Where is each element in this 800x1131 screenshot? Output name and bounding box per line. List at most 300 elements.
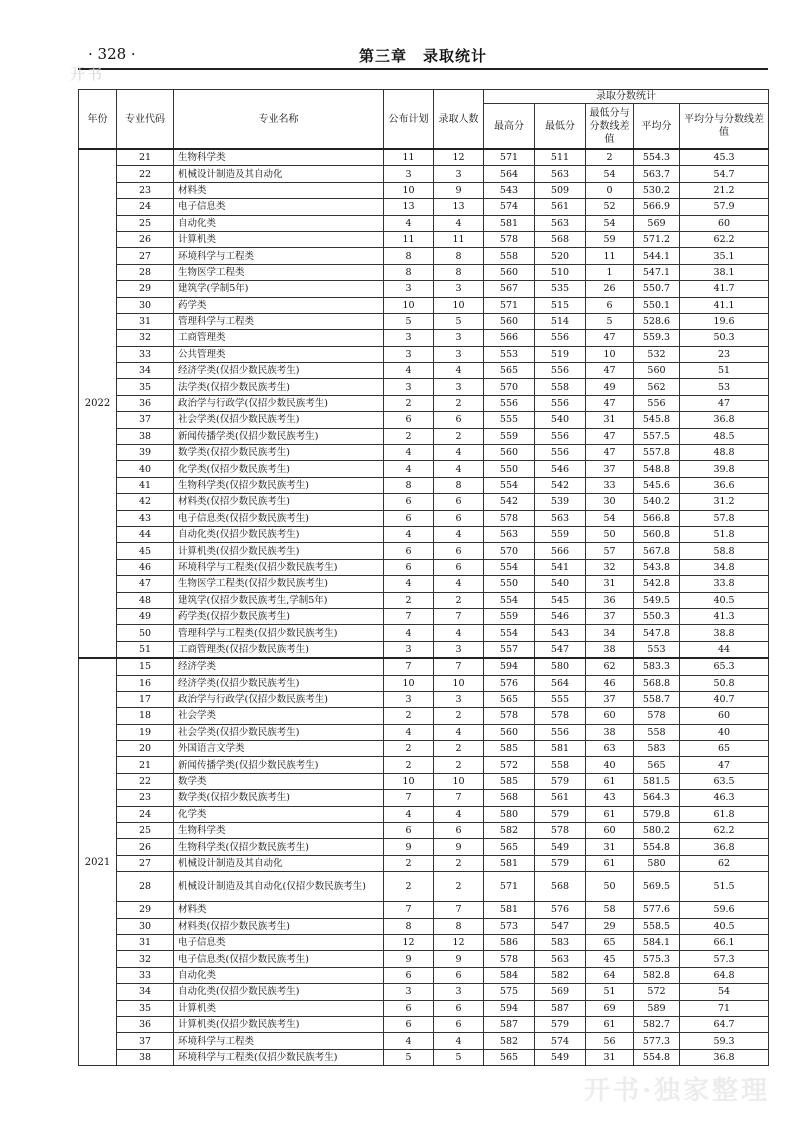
admitted-cell: 6 [434, 510, 484, 526]
major-cell: 公共管理类 [174, 346, 384, 362]
avg-score-cell: 579.8 [634, 806, 680, 822]
avg-score-cell: 549.5 [634, 592, 680, 608]
header-avg-diff: 平均分与分数线差值 [680, 104, 769, 150]
min-score-cell: 568 [535, 872, 586, 902]
avg-score-cell: 566.9 [634, 199, 680, 215]
avg-diff-cell: 36.8 [680, 1049, 769, 1065]
avg-score-cell: 558.5 [634, 918, 680, 934]
code-cell: 17 [117, 691, 174, 707]
header-avg: 平均分 [634, 104, 680, 150]
min-score-cell: 579 [535, 806, 586, 822]
max-score-cell: 560 [484, 264, 535, 280]
min-diff-cell: 38 [586, 724, 634, 740]
table-row [79, 918, 769, 934]
page-number: · 328 · [88, 45, 136, 63]
plan-cell: 4 [384, 724, 434, 740]
major-cell: 环境科学与工程类(仅招少数民族考生) [174, 1049, 384, 1065]
avg-diff-cell: 21.2 [680, 182, 769, 198]
code-cell: 21 [117, 149, 174, 166]
avg-diff-cell: 59.6 [680, 902, 769, 918]
code-cell: 33 [117, 967, 174, 983]
max-score-cell: 557 [484, 641, 535, 658]
max-score-cell: 554 [484, 559, 535, 575]
max-score-cell: 565 [484, 363, 535, 379]
min-diff-cell: 47 [586, 395, 634, 411]
max-score-cell: 578 [484, 231, 535, 247]
min-score-cell: 547 [535, 918, 586, 934]
plan-cell: 4 [384, 461, 434, 477]
max-score-cell: 560 [484, 724, 535, 740]
table-row [79, 494, 769, 510]
table-row [79, 773, 769, 789]
table-row [79, 691, 769, 707]
header-min-diff: 最低分与分数线差值 [586, 104, 634, 150]
major-cell: 计算机类(仅招少数民族考生) [174, 543, 384, 559]
admitted-cell: 13 [434, 199, 484, 215]
min-score-cell: 559 [535, 526, 586, 542]
major-cell: 自动化类 [174, 215, 384, 231]
avg-score-cell: 557.5 [634, 428, 680, 444]
major-cell: 环境科学与工程类(仅招少数民族考生) [174, 559, 384, 575]
avg-score-cell: 545.6 [634, 477, 680, 493]
code-cell: 25 [117, 823, 174, 839]
major-cell: 经济学类(仅招少数民族考生) [174, 675, 384, 691]
min-diff-cell: 52 [586, 199, 634, 215]
avg-diff-cell: 51.5 [680, 872, 769, 902]
min-score-cell: 582 [535, 967, 586, 983]
major-cell: 计算机类 [174, 1000, 384, 1016]
max-score-cell: 556 [484, 395, 535, 411]
major-cell: 计算机类(仅招少数民族考生) [174, 1016, 384, 1032]
table-row [79, 182, 769, 198]
admitted-cell: 6 [434, 967, 484, 983]
avg-score-cell: 550.1 [634, 297, 680, 313]
table-row [79, 395, 769, 411]
code-cell: 18 [117, 708, 174, 724]
code-cell: 42 [117, 494, 174, 510]
major-cell: 政治学与行政学(仅招少数民族考生) [174, 395, 384, 411]
footer-watermark: 开书·独家整理 [583, 1076, 770, 1106]
plan-cell: 2 [384, 757, 434, 773]
avg-diff-cell: 46.3 [680, 790, 769, 806]
table-row [79, 608, 769, 624]
max-score-cell: 585 [484, 741, 535, 757]
min-score-cell: 547 [535, 641, 586, 658]
header-rule [78, 68, 768, 70]
plan-cell: 8 [384, 248, 434, 264]
avg-score-cell: 540.2 [634, 494, 680, 510]
max-score-cell: 553 [484, 346, 535, 362]
admitted-cell: 6 [434, 559, 484, 575]
admitted-cell: 3 [434, 166, 484, 182]
major-cell: 数学类 [174, 773, 384, 789]
admitted-cell: 7 [434, 608, 484, 624]
min-score-cell: 535 [535, 281, 586, 297]
plan-cell: 8 [384, 477, 434, 493]
plan-cell: 6 [384, 1000, 434, 1016]
plan-cell: 12 [384, 934, 434, 950]
max-score-cell: 587 [484, 1016, 535, 1032]
major-cell: 生物医学工程类 [174, 264, 384, 280]
header-year: 年份 [79, 90, 117, 150]
min-diff-cell: 54 [586, 166, 634, 182]
min-diff-cell: 49 [586, 379, 634, 395]
min-diff-cell: 65 [586, 934, 634, 950]
admitted-cell: 4 [434, 576, 484, 592]
avg-diff-cell: 34.8 [680, 559, 769, 575]
major-cell: 管理科学与工程类 [174, 313, 384, 329]
code-cell: 29 [117, 902, 174, 918]
major-cell: 数学类(仅招少数民族考生) [174, 790, 384, 806]
max-score-cell: 578 [484, 708, 535, 724]
code-cell: 46 [117, 559, 174, 575]
major-cell: 材料类(仅招少数民族考生) [174, 918, 384, 934]
major-cell: 建筑学(学制5年) [174, 281, 384, 297]
max-score-cell: 560 [484, 313, 535, 329]
max-score-cell: 564 [484, 166, 535, 182]
min-score-cell: 566 [535, 543, 586, 559]
admitted-cell: 11 [434, 231, 484, 247]
admitted-cell: 3 [434, 346, 484, 362]
avg-diff-cell: 36.6 [680, 477, 769, 493]
max-score-cell: 563 [484, 526, 535, 542]
header-min: 最低分 [535, 104, 586, 150]
min-diff-cell: 60 [586, 708, 634, 724]
avg-score-cell: 584.1 [634, 934, 680, 950]
avg-diff-cell: 38.1 [680, 264, 769, 280]
code-cell: 47 [117, 576, 174, 592]
min-diff-cell: 58 [586, 902, 634, 918]
max-score-cell: 582 [484, 823, 535, 839]
plan-cell: 4 [384, 215, 434, 231]
plan-cell: 10 [384, 675, 434, 691]
min-score-cell: 581 [535, 741, 586, 757]
table-row [79, 445, 769, 461]
min-diff-cell: 31 [586, 576, 634, 592]
min-diff-cell: 63 [586, 741, 634, 757]
min-diff-cell: 36 [586, 592, 634, 608]
code-cell: 30 [117, 918, 174, 934]
avg-diff-cell: 60 [680, 215, 769, 231]
plan-cell: 6 [384, 559, 434, 575]
avg-score-cell: 557.8 [634, 445, 680, 461]
min-score-cell: 578 [535, 823, 586, 839]
min-score-cell: 569 [535, 984, 586, 1000]
plan-cell: 4 [384, 445, 434, 461]
max-score-cell: 570 [484, 379, 535, 395]
admitted-cell: 10 [434, 675, 484, 691]
admitted-cell: 5 [434, 313, 484, 329]
avg-score-cell: 543.8 [634, 559, 680, 575]
code-cell: 32 [117, 951, 174, 967]
avg-diff-cell: 50.8 [680, 675, 769, 691]
admitted-cell: 8 [434, 477, 484, 493]
admitted-cell: 2 [434, 708, 484, 724]
max-score-cell: 565 [484, 691, 535, 707]
avg-score-cell: 564.3 [634, 790, 680, 806]
min-score-cell: 545 [535, 592, 586, 608]
admitted-cell: 2 [434, 395, 484, 411]
min-diff-cell: 26 [586, 281, 634, 297]
major-cell: 自动化类 [174, 967, 384, 983]
avg-diff-cell: 58.8 [680, 543, 769, 559]
avg-diff-cell: 44 [680, 641, 769, 658]
major-cell: 药学类(仅招少数民族考生) [174, 608, 384, 624]
table-row [79, 592, 769, 608]
max-score-cell: 582 [484, 1033, 535, 1049]
major-cell: 社会学类 [174, 708, 384, 724]
year-cell: 2021 [79, 658, 117, 1065]
plan-cell: 3 [384, 281, 434, 297]
plan-cell: 6 [384, 412, 434, 428]
table-row [79, 658, 769, 675]
major-cell: 生物科学类 [174, 149, 384, 166]
plan-cell: 4 [384, 576, 434, 592]
max-score-cell: 571 [484, 872, 535, 902]
admitted-cell: 3 [434, 691, 484, 707]
admitted-cell: 4 [434, 724, 484, 740]
min-score-cell: 549 [535, 839, 586, 855]
max-score-cell: 565 [484, 839, 535, 855]
major-cell: 法学类(仅招少数民族考生) [174, 379, 384, 395]
avg-diff-cell: 41.3 [680, 608, 769, 624]
plan-cell: 3 [384, 166, 434, 182]
min-score-cell: 540 [535, 576, 586, 592]
min-diff-cell: 10 [586, 346, 634, 362]
max-score-cell: 565 [484, 1049, 535, 1065]
code-cell: 49 [117, 608, 174, 624]
code-cell: 45 [117, 543, 174, 559]
min-diff-cell: 37 [586, 461, 634, 477]
avg-score-cell: 569 [634, 215, 680, 231]
chapter-title: 第三章 录取统计 [358, 47, 487, 65]
min-score-cell: 576 [535, 902, 586, 918]
avg-score-cell: 577.3 [634, 1033, 680, 1049]
plan-cell: 4 [384, 1033, 434, 1049]
max-score-cell: 572 [484, 757, 535, 773]
min-diff-cell: 29 [586, 918, 634, 934]
major-cell: 化学类 [174, 806, 384, 822]
avg-diff-cell: 51.8 [680, 526, 769, 542]
code-cell: 22 [117, 166, 174, 182]
code-cell: 29 [117, 281, 174, 297]
avg-score-cell: 558.7 [634, 691, 680, 707]
min-diff-cell: 47 [586, 330, 634, 346]
table-row [79, 675, 769, 691]
plan-cell: 11 [384, 149, 434, 166]
admitted-cell: 6 [434, 1000, 484, 1016]
header-admitted: 录取人数 [434, 90, 484, 150]
avg-diff-cell: 40.5 [680, 918, 769, 934]
avg-diff-cell: 57.8 [680, 510, 769, 526]
avg-diff-cell: 31.2 [680, 494, 769, 510]
admitted-cell: 3 [434, 641, 484, 658]
min-score-cell: 555 [535, 691, 586, 707]
plan-cell: 5 [384, 1049, 434, 1065]
header-code: 专业代码 [117, 90, 174, 150]
min-diff-cell: 61 [586, 773, 634, 789]
plan-cell: 6 [384, 494, 434, 510]
min-diff-cell: 30 [586, 494, 634, 510]
admitted-cell: 7 [434, 658, 484, 675]
min-score-cell: 556 [535, 445, 586, 461]
min-score-cell: 574 [535, 1033, 586, 1049]
code-cell: 16 [117, 675, 174, 691]
code-cell: 41 [117, 477, 174, 493]
avg-score-cell: 578 [634, 708, 680, 724]
max-score-cell: 554 [484, 625, 535, 641]
table-row [79, 1049, 769, 1065]
max-score-cell: 580 [484, 806, 535, 822]
avg-score-cell: 580.2 [634, 823, 680, 839]
table-row [79, 855, 769, 871]
admitted-cell: 6 [434, 823, 484, 839]
admitted-cell: 6 [434, 543, 484, 559]
code-cell: 24 [117, 199, 174, 215]
max-score-cell: 576 [484, 675, 535, 691]
max-score-cell: 574 [484, 199, 535, 215]
plan-cell: 2 [384, 708, 434, 724]
plan-cell: 3 [384, 641, 434, 658]
avg-score-cell: 556 [634, 395, 680, 411]
max-score-cell: 554 [484, 477, 535, 493]
max-score-cell: 550 [484, 576, 535, 592]
header-max: 最高分 [484, 104, 535, 150]
major-cell: 工商管理类(仅招少数民族考生) [174, 641, 384, 658]
avg-diff-cell: 63.5 [680, 773, 769, 789]
admitted-cell: 8 [434, 918, 484, 934]
major-cell: 数学类(仅招少数民族考生) [174, 445, 384, 461]
avg-diff-cell: 65.3 [680, 658, 769, 675]
major-cell: 社会学类(仅招少数民族考生) [174, 412, 384, 428]
code-cell: 36 [117, 395, 174, 411]
min-score-cell: 519 [535, 346, 586, 362]
admitted-cell: 6 [434, 1016, 484, 1032]
plan-cell: 13 [384, 199, 434, 215]
avg-diff-cell: 38.8 [680, 625, 769, 641]
page-header [78, 42, 768, 68]
avg-diff-cell: 48.8 [680, 445, 769, 461]
avg-score-cell: 571.2 [634, 231, 680, 247]
avg-diff-cell: 50.3 [680, 330, 769, 346]
min-diff-cell: 0 [586, 182, 634, 198]
avg-diff-cell: 62.2 [680, 231, 769, 247]
plan-cell: 7 [384, 608, 434, 624]
admitted-cell: 2 [434, 741, 484, 757]
code-cell: 31 [117, 934, 174, 950]
plan-cell: 6 [384, 823, 434, 839]
max-score-cell: 575 [484, 984, 535, 1000]
major-cell: 电子信息类 [174, 934, 384, 950]
min-diff-cell: 40 [586, 757, 634, 773]
max-score-cell: 554 [484, 592, 535, 608]
table-row [79, 559, 769, 575]
plan-cell: 6 [384, 967, 434, 983]
avg-score-cell: 560.8 [634, 526, 680, 542]
header-plan: 公布计划 [384, 90, 434, 150]
plan-cell: 3 [384, 379, 434, 395]
table-row [79, 166, 769, 182]
avg-score-cell: 566.8 [634, 510, 680, 526]
major-cell: 建筑学(仅招少数民族考生,学制5年) [174, 592, 384, 608]
max-score-cell: 578 [484, 951, 535, 967]
plan-cell: 2 [384, 592, 434, 608]
avg-score-cell: 554.8 [634, 839, 680, 855]
admitted-cell: 12 [434, 934, 484, 950]
avg-score-cell: 544.1 [634, 248, 680, 264]
table-row [79, 543, 769, 559]
avg-score-cell: 559.3 [634, 330, 680, 346]
max-score-cell: 586 [484, 934, 535, 950]
admission-table-wrapper [78, 89, 768, 1066]
min-diff-cell: 59 [586, 231, 634, 247]
avg-diff-cell: 60 [680, 708, 769, 724]
admitted-cell: 8 [434, 248, 484, 264]
plan-cell: 3 [384, 691, 434, 707]
year-cell: 2022 [79, 149, 117, 658]
min-diff-cell: 64 [586, 967, 634, 983]
major-cell: 机械设计制造及其自动化 [174, 855, 384, 871]
table-header [79, 90, 769, 150]
min-diff-cell: 61 [586, 855, 634, 871]
max-score-cell: 570 [484, 543, 535, 559]
min-diff-cell: 31 [586, 412, 634, 428]
table-row [79, 806, 769, 822]
plan-cell: 6 [384, 1016, 434, 1032]
admitted-cell: 3 [434, 330, 484, 346]
min-diff-cell: 51 [586, 984, 634, 1000]
code-cell: 35 [117, 379, 174, 395]
min-score-cell: 514 [535, 313, 586, 329]
major-cell: 电子信息类(仅招少数民族考生) [174, 951, 384, 967]
avg-diff-cell: 54.7 [680, 166, 769, 182]
code-cell: 44 [117, 526, 174, 542]
min-diff-cell: 31 [586, 839, 634, 855]
plan-cell: 3 [384, 984, 434, 1000]
admitted-cell: 4 [434, 625, 484, 641]
min-score-cell: 561 [535, 790, 586, 806]
max-score-cell: 571 [484, 149, 535, 166]
min-diff-cell: 54 [586, 510, 634, 526]
plan-cell: 7 [384, 790, 434, 806]
table-row [79, 576, 769, 592]
code-cell: 38 [117, 1049, 174, 1065]
avg-score-cell: 562 [634, 379, 680, 395]
table-row [79, 741, 769, 757]
plan-cell: 7 [384, 902, 434, 918]
code-cell: 27 [117, 855, 174, 871]
admitted-cell: 7 [434, 902, 484, 918]
major-cell: 计算机类 [174, 231, 384, 247]
avg-score-cell: 583.3 [634, 658, 680, 675]
plan-cell: 11 [384, 231, 434, 247]
code-cell: 26 [117, 231, 174, 247]
plan-cell: 2 [384, 395, 434, 411]
max-score-cell: 581 [484, 855, 535, 871]
table-row [79, 526, 769, 542]
admitted-cell: 6 [434, 412, 484, 428]
avg-diff-cell: 51 [680, 363, 769, 379]
plan-cell: 10 [384, 297, 434, 313]
avg-diff-cell: 41.1 [680, 297, 769, 313]
avg-diff-cell: 59.3 [680, 1033, 769, 1049]
avg-score-cell: 554.8 [634, 1049, 680, 1065]
min-diff-cell: 38 [586, 641, 634, 658]
min-score-cell: 539 [535, 494, 586, 510]
admitted-cell: 3 [434, 379, 484, 395]
admitted-cell: 9 [434, 182, 484, 198]
max-score-cell: 585 [484, 773, 535, 789]
